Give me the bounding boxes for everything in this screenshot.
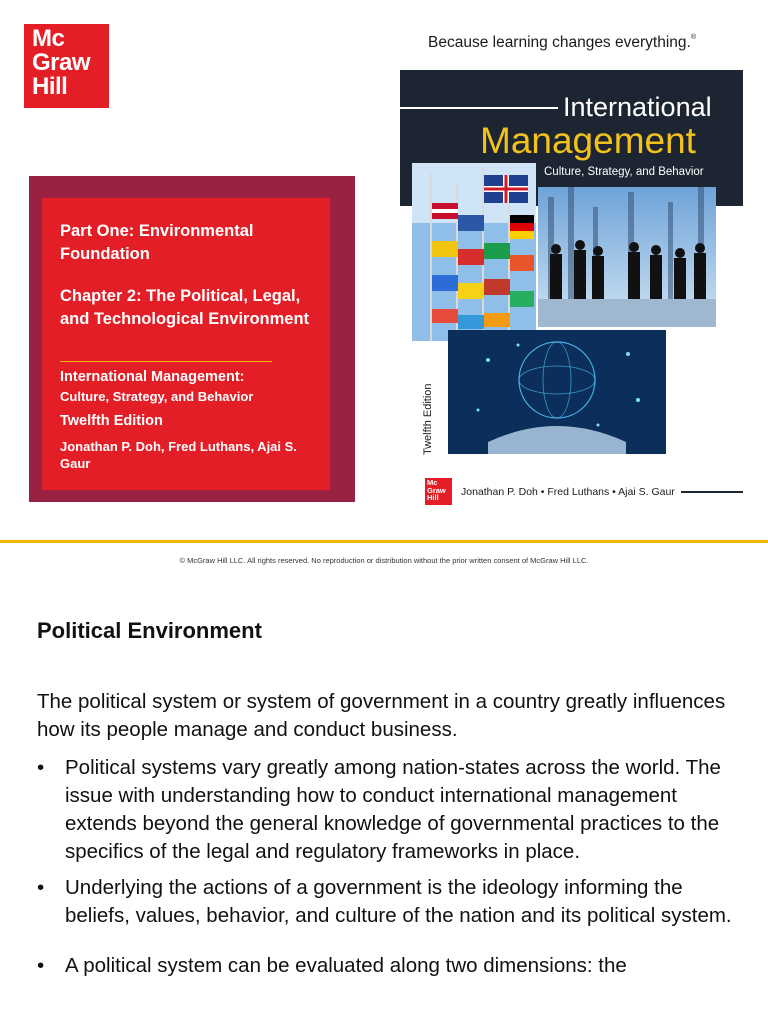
chapter-title: Chapter 2: The Political, Legal, and Technological Environment [60, 287, 310, 328]
cover-logo [425, 478, 452, 505]
registered-mark: ® [690, 34, 696, 41]
logo-line: Hill [32, 73, 68, 100]
cover-authors: Jonathan P. Doh • Fred Luthans • Ajai S. Gaur [461, 486, 675, 498]
copyright-notice: © McGraw Hill LLC. All rights reserved. No reproduction or distribution without the prior written consent of McGraw Hill LLC. [179, 556, 589, 565]
bullet-text: Underlying the actions of a government is the ideology informing the beliefs, values, behavior, and culture of the nation and its political system. [65, 876, 732, 927]
authors: Jonathan P. Doh, Fred Luthans, Ajai S. Gaur [60, 439, 297, 471]
silhouettes-illustration [538, 187, 716, 327]
cover-logo-line: Hill [427, 493, 439, 502]
tagline-text: Because learning changes everything. [428, 34, 691, 51]
cover-rule [400, 107, 558, 109]
book-subtitle: Culture, Strategy, and Behavior [60, 389, 254, 404]
book-title: International Management: [60, 369, 245, 385]
cover-subtitle: Culture, Strategy, and Behavior [544, 166, 704, 178]
title-panel [42, 198, 330, 490]
edition: Twelfth Edition [60, 413, 163, 429]
cover-edition: Twelfth Edition [422, 383, 434, 455]
bullet-icon: • [37, 954, 45, 977]
business-people-photo [538, 187, 716, 327]
mcgraw-hill-logo [24, 24, 109, 108]
bullet-text: Political systems vary greatly among nation-states across the world. The issue with understanding how to conduct international management extends beyond the general knowledge of governmental practices to the specifics of the legal and regulatory frameworks in place. [65, 756, 721, 863]
tech-illustration [448, 330, 666, 454]
flags-photo [412, 163, 536, 341]
bullet-list [37, 754, 737, 980]
cover-title-line1: International [563, 92, 712, 122]
cover-logo-line: Graw [427, 485, 446, 495]
cover-author-rule [681, 491, 743, 493]
intro-paragraph: The political system or system of government in a country greatly influences how its people manage and conduct business. [37, 690, 726, 741]
tagline [428, 34, 696, 52]
list-item [37, 754, 737, 866]
flags-illustration [412, 163, 536, 341]
bullet-icon: • [37, 876, 45, 899]
bullet-icon: • [37, 756, 45, 779]
panel-divider [60, 361, 272, 362]
technology-hand-photo [448, 330, 666, 454]
cover-title-line2: Management [480, 120, 696, 161]
part-title: Part One: Environmental Foundation [60, 222, 254, 263]
logo-line: Mc [32, 25, 65, 52]
list-item [37, 874, 737, 930]
list-item [37, 952, 737, 980]
section-divider [0, 540, 768, 543]
logo-line: Graw [32, 49, 91, 76]
bullet-text: A political system can be evaluated along two dimensions: the [65, 954, 627, 977]
book-cover [400, 70, 743, 514]
section-heading: Political Environment [37, 618, 262, 643]
cover-logo-line: Mc [427, 478, 438, 487]
